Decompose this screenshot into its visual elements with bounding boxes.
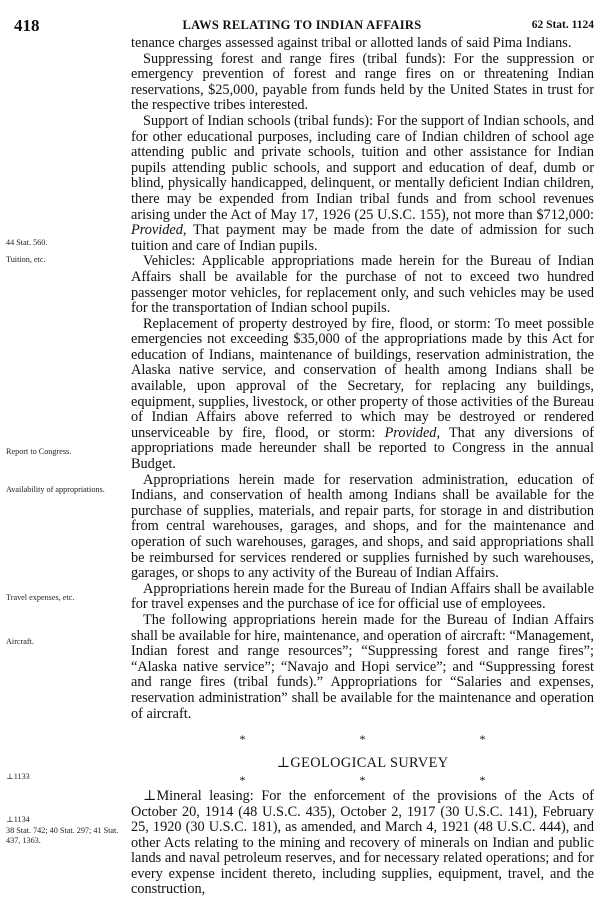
- paragraph: ⊥Mineral leasing: For the enforcement of the provisions of the Acts of October 20, 1914 (48 U.S.C. 435), October 2, 1917 (30 U.S.C. 141), February 25, 1920 (30 U.S.C. 181), as amended, and March 4, 1921 (48 U.S.C. 444), and other Acts relating to the mining and recovery of minerals on Indian and public lands and naval petroleum reserves, and for necessary related operations; and for every expense incident thereto, including supplies, equipment, travel, and the construction,: [131, 787, 594, 898]
- paragraph: Support of Indian schools (tribal funds): For the support of Indian schools, and for other educational purposes, including care of Indian children of school age attending public and private schools, tuition and other assistance for Indian pupils attending public schools, and support and education of deaf, dumb or blind, physically handicapped, delinquent, or mentally deficient Indian children, there may be expended from Indian tribal funds and from school revenues arising under the Act of May 17, 1926 (25 U.S.C. 155), not more than $712,000: Provided, That payment may be made from the date of admission for such tuition and care of Indian pupils.: [131, 112, 594, 254]
- margin-note: 44 Stat. 560.: [6, 238, 48, 247]
- margin-note: Availability of appropriations.: [6, 485, 105, 494]
- paragraph: tenance charges assessed against tribal or allotted lands of said Pima Indians.: [131, 35, 572, 51]
- section-separator: * * *: [239, 732, 486, 747]
- paragraph: Vehicles: Applicable appropriations made herein for the Bureau of Indian Affairs shall be available for the purchase of not to exceed two hundred passenger motor vehicles, for replacement only, and such vehicles may be used for the transportation of Indian school pupils.: [131, 253, 594, 317]
- margin-note: Tuition, etc.: [6, 255, 46, 264]
- page-number: 418: [14, 16, 40, 35]
- margin-note: ⊥1133: [6, 772, 30, 781]
- margin-note: ⊥1134: [6, 815, 30, 824]
- main-text: [131, 36, 594, 898]
- margin-note: Travel expenses, etc.: [6, 593, 75, 602]
- margin-note: 38 Stat. 742; 40 Stat. 297; 41 Stat. 437, 1363.: [6, 826, 119, 845]
- paragraph: Replacement of property destroyed by fire, flood, or storm: To meet possible emergencies not exceeding $35,000 of the appropriations made by this Act for education of Indians, maintenance of buildings, reservation administration, the Alaska native service, and conservation of health among Indians shall be available, upon approval of the Secretary, for replacing any buildings, equipment, supplies, livestock, or other property of those activities of the Bureau of Indian Affairs above referred to which may be destroyed or rendered unserviceable by fire, flood, or storm: Provided, That any diversions of appropriations made hereunder shall be reported to Congress in the annual Budget.: [131, 315, 595, 473]
- paragraph: The following appropriations herein made for the Bureau of Indian Affairs shall be available for hire, maintenance, and operation of aircraft: “Management, Indian forest and range resources”; “Suppressing forest and range fires”; “Alaska native service”; “Navajo and Hopi service”; and “Suppressing forest and range fires (tribal funds).” Appropriations for “Salaries and expenses, reservation administration” shall be available for the maintenance and operation of aircraft.: [131, 611, 594, 722]
- statute-reference: 62 Stat. 1124: [531, 19, 594, 31]
- paragraph: Appropriations herein made for reservation administration, education of Indians, and conservation of health among Indians shall be available for the purchase of supplies, materials, and repair parts, for storage in and distribution from central warehouses, garages, and shops, and for the maintenance and operation of such warehouses, garages, and shops, and said appropriations shall be reimbursed for services rendered or supplies furnished by such warehouses, garages, or shops to any activity of the Bureau of Indian Affairs.: [131, 471, 594, 582]
- paragraph: Appropriations herein made for the Bureau of Indian Affairs shall be available for travel expenses and the purchase of ice for official use of employees.: [131, 580, 594, 613]
- running-header: [0, 16, 604, 36]
- paragraph: Suppressing forest and range fires (tribal funds): For the suppression or emergency prevention of forest and range fires on or threatening Indian reservations, $25,000, payable from funds held by the United States in trust for the respective tribes interested.: [131, 50, 594, 114]
- margin-note: Aircraft.: [6, 637, 34, 646]
- section-heading: ⊥GEOLOGICAL SURVEY: [276, 754, 449, 771]
- section-separator: * * *: [239, 773, 486, 788]
- running-title: LAWS RELATING TO INDIAN AFFAIRS: [182, 18, 422, 32]
- margin-note: Report to Congress.: [6, 447, 72, 456]
